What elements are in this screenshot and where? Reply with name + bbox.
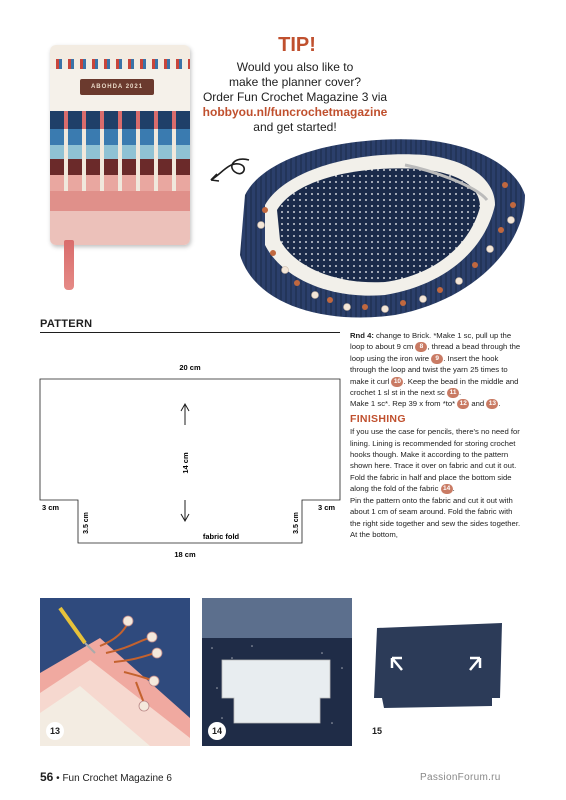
body-text: . Insert the hook through the loop and twist the yarn 25 times to make it curl — [350, 353, 508, 386]
page-footer — [40, 770, 172, 784]
photo-number-badge: 14 — [208, 722, 226, 740]
dimension-label: 3 cm — [42, 503, 60, 512]
step-badge: 12 — [457, 399, 469, 409]
body-text: . — [459, 388, 462, 398]
finishing-paragraph — [350, 426, 522, 494]
tip-line: make the planner cover? — [228, 75, 362, 89]
tassel — [64, 240, 74, 290]
repeat-paragraph — [350, 398, 522, 409]
body-text: Make 1 sc*. Rep 39 x from *to* — [350, 399, 458, 409]
body-text: change to Brick. *Make 1 sc, pull up the loop to about 9 cm — [350, 331, 512, 352]
lining-pattern-diagram — [30, 355, 345, 575]
dimension-label: 20 cm — [179, 363, 201, 372]
round-label: Rnd 4: — [350, 331, 374, 340]
beaded-pouch-image — [225, 125, 530, 330]
body-text: If you use the case for pencils, there's no need for lining. Lining is recommended for storing crochet hooks though. Make it according to the pattern shown here. Trace it over on fabric and cut it out. Fold the fabric in half and place the bottom side along the fold of the fabric — [350, 427, 520, 494]
step-badge: 11 — [447, 388, 459, 398]
step-badge: 8 — [415, 342, 427, 352]
body-text: . — [498, 399, 501, 409]
tip-line: Would you also like to — [236, 60, 354, 74]
body-text: . Keep the bead in the middle and crochet 1 sl st in the next sc — [350, 376, 519, 398]
dimension-label: 3 cm — [318, 503, 336, 512]
dimension-label: 3.5 cm — [83, 512, 90, 534]
magazine-name: Fun Crochet Magazine 6 — [62, 773, 172, 784]
body-text: . — [452, 484, 455, 494]
photo-beaded-fringe — [40, 598, 190, 746]
section-divider — [40, 332, 340, 333]
finishing-paragraph-2: Pin the pattern onto the fabric and cut it out with about 1 cm of seam around. Fold the fabric with the right side together and sew the sides together. At the bottom, — [350, 495, 521, 539]
tip-line: and get started! — [253, 120, 337, 134]
tip-text — [200, 60, 390, 135]
photo-pinned-fabric — [362, 598, 512, 746]
step-badge: 9 — [431, 354, 443, 364]
footer-bullet: • — [56, 773, 60, 784]
step-badge: 13 — [486, 399, 498, 409]
instructions-column — [350, 330, 522, 540]
body-text: , thread a bead through the loop using the iron wire — [350, 342, 521, 363]
dimension-label: 18 cm — [174, 550, 196, 559]
dimension-label: 14 cm — [181, 452, 190, 474]
tip-line: Order Fun Crochet Magazine 3 via — [202, 90, 388, 104]
tip-title: TIP! — [278, 34, 316, 56]
step-badge: 14 — [441, 484, 453, 494]
photo-fabric-template — [202, 598, 352, 746]
watermark: PassionForum.ru — [420, 772, 501, 783]
dimension-label: 3.5 cm — [293, 512, 300, 534]
round-4-paragraph — [350, 330, 522, 398]
body-text: and — [469, 399, 487, 409]
planner-cover-image — [50, 45, 190, 245]
step-badge: 10 — [391, 377, 403, 387]
fold-label: fabric fold — [202, 532, 240, 541]
magazine-link[interactable]: hobbyou.nl/funcrochetmagazine — [202, 105, 388, 119]
planner-label-patch: ABOHDA 2021 — [80, 79, 154, 95]
section-title: PATTERN — [40, 318, 93, 330]
photo-number-badge: 15 — [368, 722, 386, 740]
photo-number-badge: 13 — [46, 722, 64, 740]
finishing-heading: FINISHING — [350, 412, 406, 425]
page-number: 56 — [40, 770, 54, 784]
